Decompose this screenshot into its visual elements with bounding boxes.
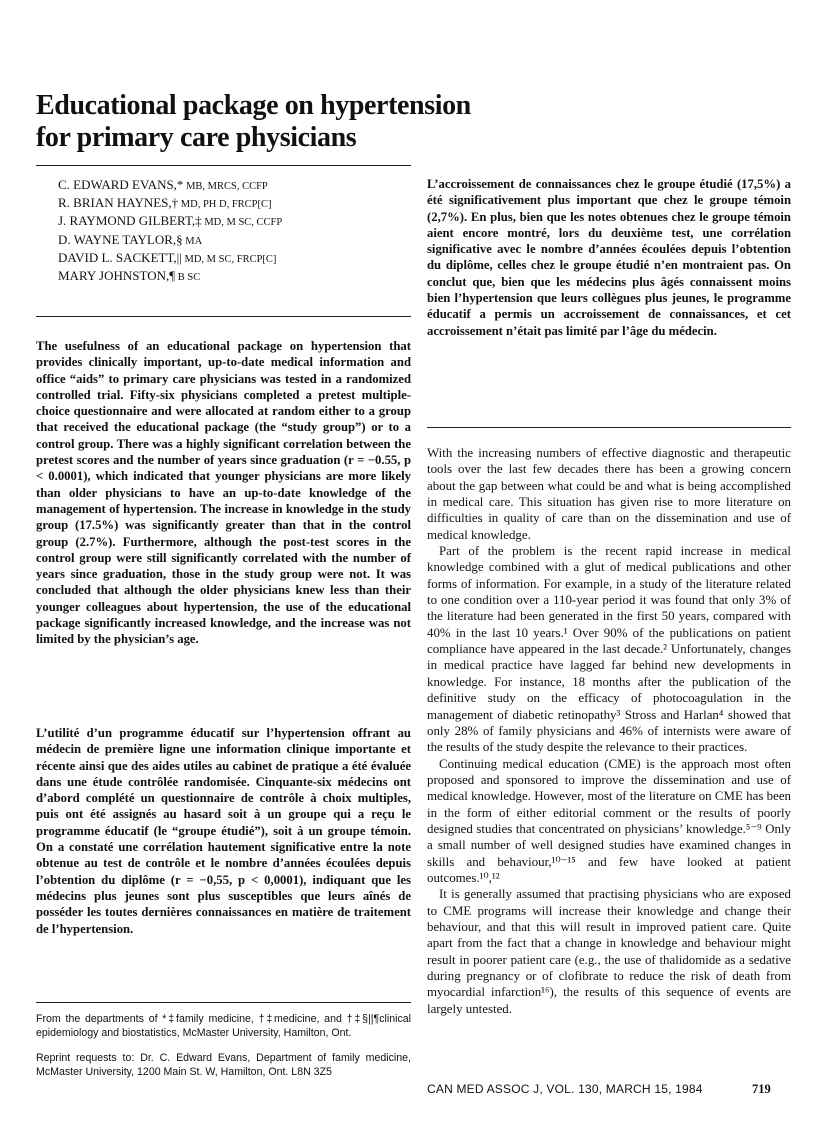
author-2	[58, 195, 388, 213]
body-paragraph-2: Part of the problem is the recent rapid increase in medical knowledge combined with a glut of medical publications and other forms of information. For example, in a study of the literature related to one condition over a 110-year period it was found that only 3% of the literature had been generated in the first 50 years, compared with 40% in the last 10 years.¹ Over 90% of the publications on patient compliance have appeared in the last decade.² Unfortunately, changes in medical practice have lagged far behind new developments in knowledge. For instance, 18 months after the publication of the definitive study on the efficacy of photocoagulation in the management of diabetic retinopathy³ Stross and Harlan⁴ showed that only 28% of family physicians and 46% of internists were aware of the results of the study despite the relevance to their practices.	[427, 544, 791, 755]
author-1	[58, 177, 388, 195]
author-name: MARY JOHNSTON,¶	[58, 268, 176, 284]
author-4	[58, 232, 388, 250]
footnote-rule	[36, 1002, 411, 1003]
author-5	[58, 250, 388, 268]
reprint-footnote: Reprint requests to: Dr. C. Edward Evans, Department of family medicine, McMaster University, 1200 Main St. W, Hamilton, Ont. L8N 3Z5	[36, 1052, 411, 1078]
body-paragraph-4: It is generally assumed that practising physicians who are exposed to CME programs will increase their knowledge and change their behaviour, and that this will result in improved patient care. Quite apart from the fact that a change in knowledge and behaviour might result in poorer patient care (e.g., the use of thalidomide as a sedative during pregnancy or of clofibrate to reduce the risk of death from myocardial infarction¹⁶), the results of this sequence of events are largely untested.	[427, 887, 791, 1016]
author-degrees: MB, MRCS, CCFP	[183, 181, 268, 192]
page-number: 719	[752, 1082, 771, 1096]
author-name: D. WAYNE TAYLOR,§	[58, 231, 183, 247]
author-degrees: MD, M SC, CCFP	[201, 217, 283, 229]
authors-rule	[36, 316, 411, 317]
article-body	[427, 445, 791, 1017]
journal-citation: CAN MED ASSOC J, VOL. 130, MARCH 15, 1984	[427, 1082, 703, 1096]
author-list	[58, 177, 388, 286]
author-degrees: MD, M SC, FRCP[C]	[181, 253, 277, 265]
title-line-2: for primary care physicians	[36, 122, 357, 153]
abstract-french: L’utilité d’un programme éducatif sur l’hypertension offrant au médecin de première ligne une information clinique importante et récente ainsi que des aides utiles au cabinet de pratique a été évaluée dans une étude contrôlée randomisée. Cinquante-six médecins ont d’abord complété un questionnaire de contrôle à choix multiples, puis ont été assignés au hasard soit à un groupe qui a reçu le programme éducatif (le “groupe étudié”), soit à un groupe témoin. On a constaté une corrélation hautement significative entre la note obtenue au test de contrôle et le nombre d’années écoulées depuis l’obtention du diplôme (r = −0,55, p < 0,0001), indiquant que les médecins plus jeunes sont plus susceptibles que leurs aînés de posséder les toutes dernières connaissances en matière de traitement de l’hypertension.	[36, 726, 411, 936]
body-paragraph-1: With the increasing numbers of effective diagnostic and therapeutic tools over the last few decades there has been a growing concern about the gap between what could be and what is being accomplished in medical care. This situation has given rise to more literature on difficulties in quality of care than on the dissemination and use of medical knowledge.	[427, 446, 791, 542]
author-name: R. BRIAN HAYNES,†	[58, 195, 179, 211]
author-name: C. EDWARD EVANS,*	[58, 177, 184, 192]
abstract-end-rule	[427, 427, 791, 428]
author-degrees: MD, PH D, FRCP[C]	[178, 199, 272, 211]
author-6	[58, 268, 388, 286]
body-paragraph-3: Continuing medical education (CME) is the approach most often proposed and sponsored to improve the dissemination and use of medical knowledge. However, most of the literature on CME has been in the form of either editorial comment or the results of poorly designed studies that concentrated on physicians’ knowledge.⁵⁻⁹ Only a small number of well designed studies have examined changes in skills and behaviour,¹⁰⁻¹⁵ and few have looked at patient outcomes.¹⁰,¹²	[427, 756, 791, 885]
author-name: DAVID L. SACKETT,||	[58, 249, 182, 265]
author-3	[58, 213, 388, 231]
author-degrees: MA	[182, 235, 203, 247]
header-rule	[36, 165, 411, 166]
author-name: J. RAYMOND GILBERT,‡	[58, 213, 202, 229]
article-title	[36, 90, 536, 154]
abstract-english: The usefulness of an educational package on hypertension that provides clinically important, up-to-date medical information and office “aids” to primary care physicians was tested in a randomized controlled trial. Fifty-six physicians completed a pretest multiple-choice questionnaire and were allocated at random either to a group that received the educational package (the “study group”) or to a control group. There was a highly significant correlation between the pretest scores and the number of years since graduation (r = −0.55, p < 0.0001), which indicated that younger physicians are more likely than older physicians to have an up-to-date knowledge of the management of hypertension. The increase in knowledge in the study group (17.5%) was significantly greater than that in the control group (2.7%). Furthermore, although the post-test scores in the control group were still significantly correlated with the number of years since graduation, those in the study group were not. It was concluded that although the older physicians knew less than their younger colleagues about hypertension, the use of the educational package significantly increased knowledge, and the increase was not limited by the physician’s age.	[36, 339, 411, 647]
abstract-french-continued: L’accroissement de connaissances chez le groupe étudié (17,5%) a été significativement plus important que chez le groupe témoin (2,7%). En plus, bien que les notes obtenues chez le groupe témoin aient encore montré, lors du deuxième test, une corrélation significative avec le nombre d’années écoulées depuis l’obtention du diplôme, celles chez le groupe étudié n’en montraient pas. On conclut que, bien que les médecins plus âgés connaissent moins bien l’hypertension que leurs collègues plus jeunes, le programme éducatif a permis un accroissement de connaissances, et cet accroissement n’était pas limité par l’âge du médecin.	[427, 177, 791, 338]
affiliations-footnote: From the departments of *‡family medicine, †‡medicine, and †‡§||¶clinical epidemiology and biostatistics, McMaster University, Hamilton, Ont.	[36, 1013, 411, 1039]
author-degrees: B SC	[175, 272, 201, 284]
title-line-1: Educational package on hypertension	[36, 90, 471, 121]
